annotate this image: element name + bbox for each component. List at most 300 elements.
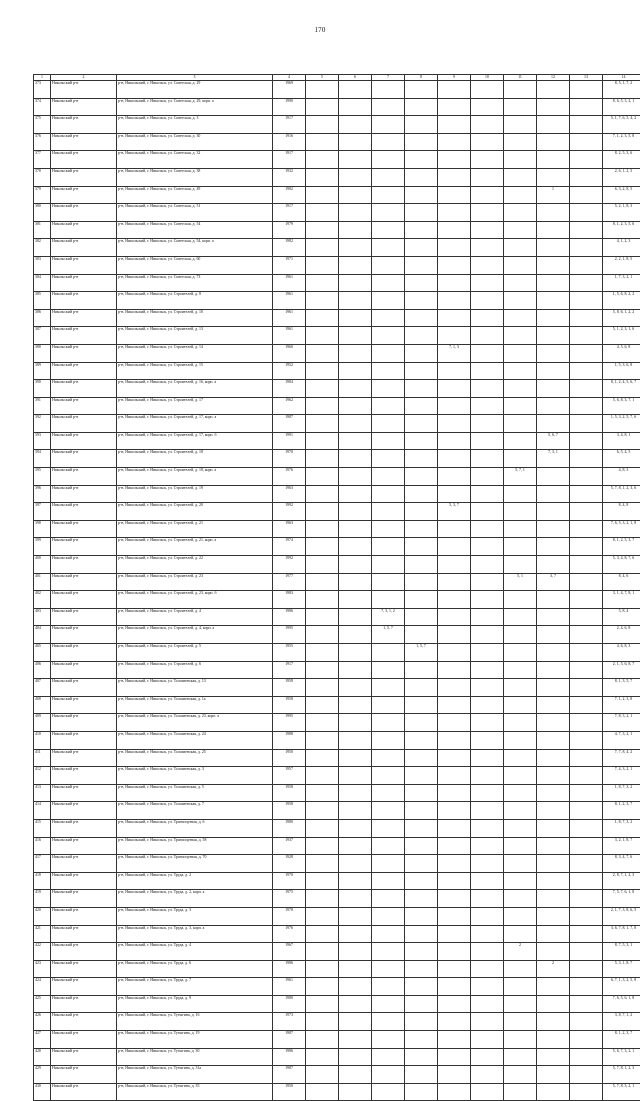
value-cell — [306, 256, 339, 274]
value-cell — [537, 749, 570, 767]
value-cell — [504, 749, 537, 767]
value-cell: 1, 5, 7 — [405, 644, 438, 662]
value-cell — [405, 1066, 438, 1084]
row-number-cell: 403 — [34, 608, 51, 626]
address-cell: р-н, Никольский, г. Никольск, ул. Строителей, д. 20 — [117, 503, 273, 521]
value-cell — [372, 274, 405, 292]
address-cell: р-н, Никольский, г. Никольск, ул. Советская, д. 3 — [117, 116, 273, 134]
district-cell: Никольский р-н — [51, 731, 117, 749]
value-cell — [504, 292, 537, 310]
sequence-cell: 4, 7, 3, 2, 1 — [603, 731, 640, 749]
district-cell: Никольский р-н — [51, 362, 117, 380]
value-cell — [372, 1083, 405, 1101]
row-number-cell: 394 — [34, 450, 51, 468]
address-cell: р-н, Никольский, г. Никольск, ул. Труда, д. 6 — [117, 960, 273, 978]
value-cell — [438, 995, 471, 1013]
value-cell — [471, 450, 504, 468]
sequence-cell: 6, 5, 4, 5 — [603, 450, 640, 468]
value-cell — [504, 485, 537, 503]
address-cell: р-н, Никольский, г. Никольск, ул. Строителей, д. 17 — [117, 397, 273, 415]
value-cell — [339, 362, 372, 380]
value-cell — [570, 168, 603, 186]
value-cell — [570, 520, 603, 538]
value-cell — [504, 644, 537, 662]
value-cell — [537, 538, 570, 556]
value-cell — [504, 168, 537, 186]
row-number-cell: 419 — [34, 890, 51, 908]
table-row — [34, 943, 640, 961]
address-cell: р-н, Никольский, г. Никольск, ул. Советская, д. 54 — [117, 221, 273, 239]
value-cell — [570, 81, 603, 99]
value-cell — [339, 591, 372, 609]
district-cell: Никольский р-н — [51, 1031, 117, 1049]
table-row — [34, 239, 640, 257]
value-cell — [570, 98, 603, 116]
value-cell — [405, 608, 438, 626]
value-cell — [438, 907, 471, 925]
value-cell — [537, 1013, 570, 1031]
table-row — [34, 819, 640, 837]
value-cell — [537, 714, 570, 732]
sequence-cell: 5, 7, 8, 1, 2, 3 — [603, 1066, 640, 1084]
value-cell — [405, 327, 438, 345]
value-cell — [504, 221, 537, 239]
district-cell: Никольский р-н — [51, 503, 117, 521]
value-cell — [339, 1048, 372, 1066]
row-number-cell: 426 — [34, 1013, 51, 1031]
value-cell: 5, 7, 1 — [504, 468, 537, 486]
value-cell — [306, 1013, 339, 1031]
sequence-cell: 8, 3, 4, 7, 6 — [603, 855, 640, 873]
value-cell — [405, 204, 438, 222]
table-row — [34, 468, 640, 486]
value-cell — [504, 872, 537, 890]
value-cell — [438, 221, 471, 239]
value-cell — [438, 151, 471, 169]
row-number-cell: 400 — [34, 556, 51, 574]
value-cell — [306, 556, 339, 574]
value-cell — [438, 397, 471, 415]
table-row — [34, 538, 640, 556]
value-cell — [405, 450, 438, 468]
row-number-cell: 396 — [34, 485, 51, 503]
column-header: 13 — [570, 75, 603, 81]
sequence-cell: 3, 4, 8, 1 — [603, 432, 640, 450]
value-cell — [537, 591, 570, 609]
year-cell: 1916 — [273, 133, 306, 151]
value-cell — [438, 168, 471, 186]
district-cell: Никольский р-н — [51, 925, 117, 943]
value-cell — [306, 696, 339, 714]
value-cell — [306, 450, 339, 468]
table-row — [34, 696, 640, 714]
value-cell — [537, 380, 570, 398]
value-cell — [405, 415, 438, 433]
value-cell — [405, 221, 438, 239]
value-cell: 7, 3, 1, 2 — [372, 608, 405, 626]
value-cell — [471, 925, 504, 943]
value-cell — [339, 1083, 372, 1101]
address-cell: р-н, Никольский, г. Никольск, ул. Советская, д. 60 — [117, 256, 273, 274]
page-number: 170 — [0, 26, 640, 34]
table-row — [34, 784, 640, 802]
district-cell: Никольский р-н — [51, 696, 117, 714]
value-cell — [372, 133, 405, 151]
value-cell — [504, 1048, 537, 1066]
row-number-cell: 416 — [34, 837, 51, 855]
value-cell — [471, 960, 504, 978]
value-cell — [537, 344, 570, 362]
value-cell — [372, 239, 405, 257]
value-cell — [306, 731, 339, 749]
value-cell — [438, 116, 471, 134]
value-cell — [471, 168, 504, 186]
table-row — [34, 274, 640, 292]
year-cell: 1928 — [273, 855, 306, 873]
value-cell — [570, 133, 603, 151]
value-cell — [471, 239, 504, 257]
district-cell: Никольский р-н — [51, 133, 117, 151]
column-header: 9 — [438, 75, 471, 81]
sequence-cell: 3, 1, 4, 7, 8, 1 — [603, 591, 640, 609]
year-cell: 1976 — [273, 468, 306, 486]
address-cell: р-н, Никольский, г. Никольск, ул. Тутыгина, д. 30 — [117, 1048, 273, 1066]
table-row — [34, 731, 640, 749]
year-cell: 1992 — [273, 556, 306, 574]
value-cell — [438, 837, 471, 855]
address-cell: р-н, Никольский, г. Никольск, ул. Строителей, д. 18 — [117, 450, 273, 468]
value-cell — [372, 960, 405, 978]
value-cell — [537, 468, 570, 486]
value-cell — [306, 907, 339, 925]
value-cell — [438, 644, 471, 662]
value-cell — [339, 344, 372, 362]
value-cell — [471, 784, 504, 802]
value-cell — [405, 344, 438, 362]
value-cell — [471, 591, 504, 609]
value-cell — [339, 221, 372, 239]
table-row — [34, 608, 640, 626]
value-cell — [471, 468, 504, 486]
value-cell — [537, 256, 570, 274]
value-cell — [504, 520, 537, 538]
year-cell: 1986 — [273, 1048, 306, 1066]
sequence-cell: 3, 6, 7, 8, 1, 7, 8 — [603, 925, 640, 943]
value-cell — [372, 1013, 405, 1031]
address-cell: р-н, Никольский, г. Никольск, ул. Труда, д. 2, корп. а — [117, 890, 273, 908]
value-cell — [306, 485, 339, 503]
table-body — [34, 81, 640, 1101]
value-cell — [504, 925, 537, 943]
sequence-cell: 4, 8, 3 — [603, 468, 640, 486]
value-cell — [570, 978, 603, 996]
address-cell: р-н, Никольский, г. Никольск, ул. Тутыгина, д. 16 — [117, 1013, 273, 1031]
value-cell — [339, 186, 372, 204]
value-cell — [306, 186, 339, 204]
value-cell — [570, 344, 603, 362]
sequence-cell: 1, 8, 7, 3, 2 — [603, 819, 640, 837]
table-row — [34, 802, 640, 820]
value-cell — [471, 696, 504, 714]
value-cell — [372, 995, 405, 1013]
value-cell — [537, 767, 570, 785]
value-cell — [438, 819, 471, 837]
address-cell: р-н, Никольский, г. Никольск, ул. Строителей, д. 16, корп. а — [117, 380, 273, 398]
value-cell — [372, 292, 405, 310]
value-cell — [504, 1031, 537, 1049]
value-cell — [504, 1083, 537, 1101]
address-cell: р-н, Никольский, г. Никольск, ул. Труда, д. 2 — [117, 872, 273, 890]
value-cell — [438, 855, 471, 873]
value-cell — [372, 925, 405, 943]
sequence-cell: 5, 1, 2, 3, 1, 6 — [603, 327, 640, 345]
value-cell — [504, 151, 537, 169]
district-cell: Никольский р-н — [51, 819, 117, 837]
year-cell: 1970 — [273, 872, 306, 890]
sequence-cell: 2, 6, 1, 2, 5 — [603, 168, 640, 186]
value-cell — [405, 1031, 438, 1049]
value-cell — [537, 362, 570, 380]
value-cell — [372, 538, 405, 556]
address-cell: р-н, Никольский, г. Никольск, ул. Толшменская, д. 25 — [117, 749, 273, 767]
value-cell — [537, 168, 570, 186]
value-cell — [339, 731, 372, 749]
district-cell: Никольский р-н — [51, 239, 117, 257]
district-cell: Никольский р-н — [51, 520, 117, 538]
value-cell — [372, 696, 405, 714]
district-cell: Никольский р-н — [51, 1066, 117, 1084]
column-header: 10 — [471, 75, 504, 81]
column-header: 3 — [117, 75, 273, 81]
value-cell — [471, 837, 504, 855]
value-cell — [471, 644, 504, 662]
value-cell — [504, 415, 537, 433]
value-cell — [339, 907, 372, 925]
value-cell — [471, 978, 504, 996]
year-cell: 1970 — [273, 450, 306, 468]
row-number-cell: 413 — [34, 784, 51, 802]
value-cell — [570, 556, 603, 574]
table-row — [34, 133, 640, 151]
table-row — [34, 362, 640, 380]
table-row — [34, 485, 640, 503]
value-cell — [471, 731, 504, 749]
value-cell — [306, 168, 339, 186]
value-cell — [306, 1066, 339, 1084]
year-cell: 1983 — [273, 591, 306, 609]
value-cell — [372, 168, 405, 186]
row-number-cell: 380 — [34, 204, 51, 222]
value-cell — [537, 608, 570, 626]
year-cell: 1971 — [273, 256, 306, 274]
value-cell — [570, 960, 603, 978]
value-cell — [405, 855, 438, 873]
value-cell — [570, 151, 603, 169]
year-cell: 1980 — [273, 995, 306, 1013]
value-cell — [471, 327, 504, 345]
value-cell — [372, 204, 405, 222]
row-number-cell: 422 — [34, 943, 51, 961]
value-cell — [306, 327, 339, 345]
value-cell — [306, 767, 339, 785]
value-cell — [405, 872, 438, 890]
value-cell — [306, 362, 339, 380]
value-cell: 1 — [537, 186, 570, 204]
value-cell — [570, 784, 603, 802]
row-number-cell: 373 — [34, 81, 51, 99]
value-cell — [405, 362, 438, 380]
value-cell — [405, 98, 438, 116]
value-cell — [504, 1013, 537, 1031]
district-cell: Никольский р-н — [51, 468, 117, 486]
year-cell: 1982 — [273, 239, 306, 257]
address-cell: р-н, Никольский, г. Никольск, ул. Толшменская, д. 24 — [117, 731, 273, 749]
sequence-cell: 7, 4, 3, 2, 1 — [603, 767, 640, 785]
value-cell — [438, 274, 471, 292]
table-row — [34, 872, 640, 890]
address-cell: р-н, Никольский, г. Никольск, ул. Строителей, д. 21 — [117, 520, 273, 538]
value-cell — [339, 855, 372, 873]
row-number-cell: 399 — [34, 538, 51, 556]
table-row — [34, 573, 640, 591]
table-row — [34, 256, 640, 274]
table-row — [34, 907, 640, 925]
value-cell — [471, 204, 504, 222]
value-cell — [471, 573, 504, 591]
row-number-cell: 398 — [34, 520, 51, 538]
column-header: 11 — [504, 75, 537, 81]
value-cell — [372, 362, 405, 380]
value-cell — [537, 679, 570, 697]
sequence-cell: 4, 1, 2, 3 — [603, 239, 640, 257]
address-cell: р-н, Никольский, г. Никольск, ул. Советская, д. 30 — [117, 133, 273, 151]
value-cell — [537, 819, 570, 837]
district-cell: Никольский р-н — [51, 626, 117, 644]
value-cell — [471, 309, 504, 327]
year-cell: 1982 — [273, 186, 306, 204]
value-cell — [438, 415, 471, 433]
value-cell — [372, 591, 405, 609]
value-cell — [504, 714, 537, 732]
sequence-cell: 8, 2, 5, 3, 6 — [603, 151, 640, 169]
value-cell — [471, 907, 504, 925]
district-cell: Никольский р-н — [51, 556, 117, 574]
value-cell — [306, 749, 339, 767]
sequence-cell: 8, 1, 2, 3, 7 — [603, 1031, 640, 1049]
value-cell — [438, 925, 471, 943]
value-cell — [372, 837, 405, 855]
value-cell — [438, 292, 471, 310]
year-cell: 1979 — [273, 221, 306, 239]
value-cell — [306, 204, 339, 222]
value-cell — [537, 907, 570, 925]
district-cell: Никольский р-н — [51, 98, 117, 116]
address-cell: р-н, Никольский, г. Никольск, ул. Советская, д. 73 — [117, 274, 273, 292]
table-row — [34, 98, 640, 116]
row-number-cell: 388 — [34, 344, 51, 362]
value-cell — [570, 943, 603, 961]
value-cell — [504, 907, 537, 925]
table-row — [34, 520, 640, 538]
value-cell — [438, 432, 471, 450]
value-cell — [504, 819, 537, 837]
year-cell: 1973 — [273, 1013, 306, 1031]
value-cell — [570, 644, 603, 662]
value-cell — [471, 81, 504, 99]
year-cell: 1952 — [273, 362, 306, 380]
value-cell — [306, 1083, 339, 1101]
value-cell — [504, 661, 537, 679]
value-cell — [537, 731, 570, 749]
value-cell — [570, 767, 603, 785]
value-cell — [405, 116, 438, 134]
sequence-cell: 4, 5, 6, 8 — [603, 344, 640, 362]
value-cell — [570, 380, 603, 398]
address-cell: р-н, Никольский, г. Никольск, ул. Тутыгина, д. 19 — [117, 1031, 273, 1049]
value-cell — [471, 503, 504, 521]
district-cell: Никольский р-н — [51, 485, 117, 503]
value-cell — [339, 960, 372, 978]
column-header: 6 — [339, 75, 372, 81]
address-cell: р-н, Никольский, г. Никольск, ул. Транспортная, д. 6 — [117, 819, 273, 837]
value-cell — [537, 1031, 570, 1049]
value-cell — [405, 749, 438, 767]
value-cell — [306, 1031, 339, 1049]
address-cell: р-н, Никольский, г. Никольск, ул. Строителей, д. 17, корп. а — [117, 415, 273, 433]
year-cell: 1963 — [273, 485, 306, 503]
value-cell — [570, 1066, 603, 1084]
sequence-cell: 8, 1, 2, 3, 7 — [603, 802, 640, 820]
value-cell — [471, 538, 504, 556]
value-cell — [372, 309, 405, 327]
row-number-cell: 407 — [34, 679, 51, 697]
value-cell — [306, 239, 339, 257]
sequence-cell: 8, 1, 2, 5, 3, 7 — [603, 538, 640, 556]
year-cell: 1963 — [273, 520, 306, 538]
value-cell — [570, 186, 603, 204]
district-cell: Никольский р-н — [51, 309, 117, 327]
value-cell — [570, 432, 603, 450]
value-cell — [570, 468, 603, 486]
value-cell — [339, 644, 372, 662]
address-cell: р-н, Никольский, г. Никольск, ул. Советская, д. 51 — [117, 204, 273, 222]
value-cell — [504, 186, 537, 204]
column-header: 12 — [537, 75, 570, 81]
value-cell — [306, 344, 339, 362]
year-cell: 1991 — [273, 432, 306, 450]
value-cell — [372, 802, 405, 820]
value-cell — [570, 538, 603, 556]
district-cell: Никольский р-н — [51, 292, 117, 310]
value-cell — [306, 943, 339, 961]
district-cell: Никольский р-н — [51, 802, 117, 820]
row-number-cell: 406 — [34, 661, 51, 679]
value-cell — [570, 696, 603, 714]
sequence-cell: 5, 1, 7, 6, 5, 4, 2 — [603, 116, 640, 134]
value-cell — [306, 679, 339, 697]
value-cell — [570, 503, 603, 521]
value-cell — [306, 468, 339, 486]
row-number-cell: 405 — [34, 644, 51, 662]
address-cell: р-н, Никольский, г. Никольск, ул. Строителей, д. 23 — [117, 573, 273, 591]
year-cell: 1984 — [273, 380, 306, 398]
sequence-cell: 7, 1, 2, 3, 8 — [603, 696, 640, 714]
value-cell — [504, 767, 537, 785]
value-cell — [504, 81, 537, 99]
sequence-cell: 8, 1, 3, 5, 7 — [603, 679, 640, 697]
address-cell: р-н, Никольский, г. Никольск, ул. Строителей, д. 6 — [117, 661, 273, 679]
row-number-cell: 386 — [34, 309, 51, 327]
